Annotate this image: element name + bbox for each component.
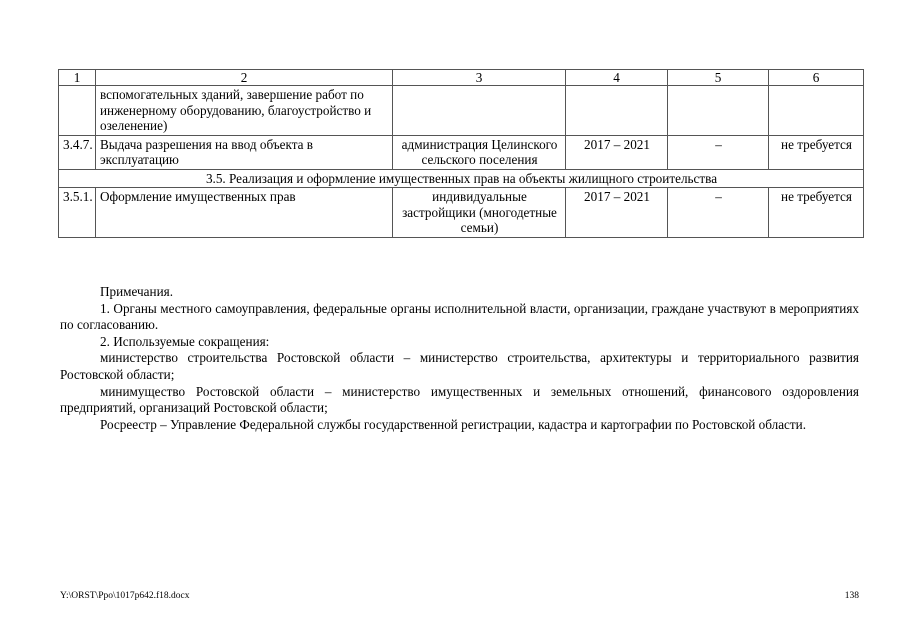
period (566, 86, 668, 136)
funding: – (668, 135, 769, 169)
header-cell: 4 (566, 70, 668, 86)
funding: – (668, 188, 769, 238)
notes-section (60, 284, 859, 433)
abbreviation-2: минимущество Ростовской области – министерство имущественных и земельных отношений, финансового оздоровления предприятий, организаций Ростовской области; (60, 383, 859, 416)
header-cell: 2 (96, 70, 393, 86)
table-row (59, 135, 864, 169)
section-title: 3.5. Реализация и оформление имущественных прав на объекты жилищного строительства (59, 169, 864, 188)
period: 2017 – 2021 (566, 135, 668, 169)
section-row (59, 169, 864, 188)
note: не требуется (769, 188, 864, 238)
funding (668, 86, 769, 136)
note-paragraph-1: 1. Органы местного самоуправления, федеральные органы исполнительной власти, организации, граждане участвуют в мероприятиях по согласованию. (60, 300, 859, 333)
note-paragraph-2: 2. Используемые сокращения: (100, 333, 270, 349)
table-row (59, 188, 864, 238)
table-row (59, 86, 864, 136)
header-cell: 6 (769, 70, 864, 86)
header-cell: 1 (59, 70, 96, 86)
executor (393, 86, 566, 136)
header-cell: 5 (668, 70, 769, 86)
measure-name: Выдача разрешения на ввод объекта в эксплуатацию (96, 135, 393, 169)
executor: администрация Целинского сельского поселения (393, 135, 566, 169)
abbreviation-3: Росреестр – Управление Федеральной службы государственной регистрации, кадастра и картографии по Ростовской области. (100, 416, 807, 432)
note (769, 86, 864, 136)
row-number (59, 86, 96, 136)
row-number: 3.5.1. (59, 188, 96, 238)
executor: индивидуальные застройщики (многодетные семьи) (393, 188, 566, 238)
abbreviation-1: министерство строительства Ростовской области – министерство строительства, архитектуры и территориального развития Ростовской области; (60, 350, 859, 382)
period: 2017 – 2021 (566, 188, 668, 238)
table-header-row (59, 70, 864, 86)
header-cell: 3 (393, 70, 566, 86)
measures-table (58, 69, 864, 238)
notes-title: Примечания. (100, 284, 174, 299)
file-path: Y:\ORST\Ppo\1017p642.f18.docx (60, 591, 190, 601)
row-number: 3.4.7. (59, 135, 96, 169)
measure-name: Оформление имущественных прав (96, 188, 393, 238)
measure-name: вспомогательных зданий, завершение работ по инженерному оборудованию, благоустройство и озеленение) (96, 86, 393, 136)
page-number: 138 (844, 591, 859, 601)
note: не требуется (769, 135, 864, 169)
